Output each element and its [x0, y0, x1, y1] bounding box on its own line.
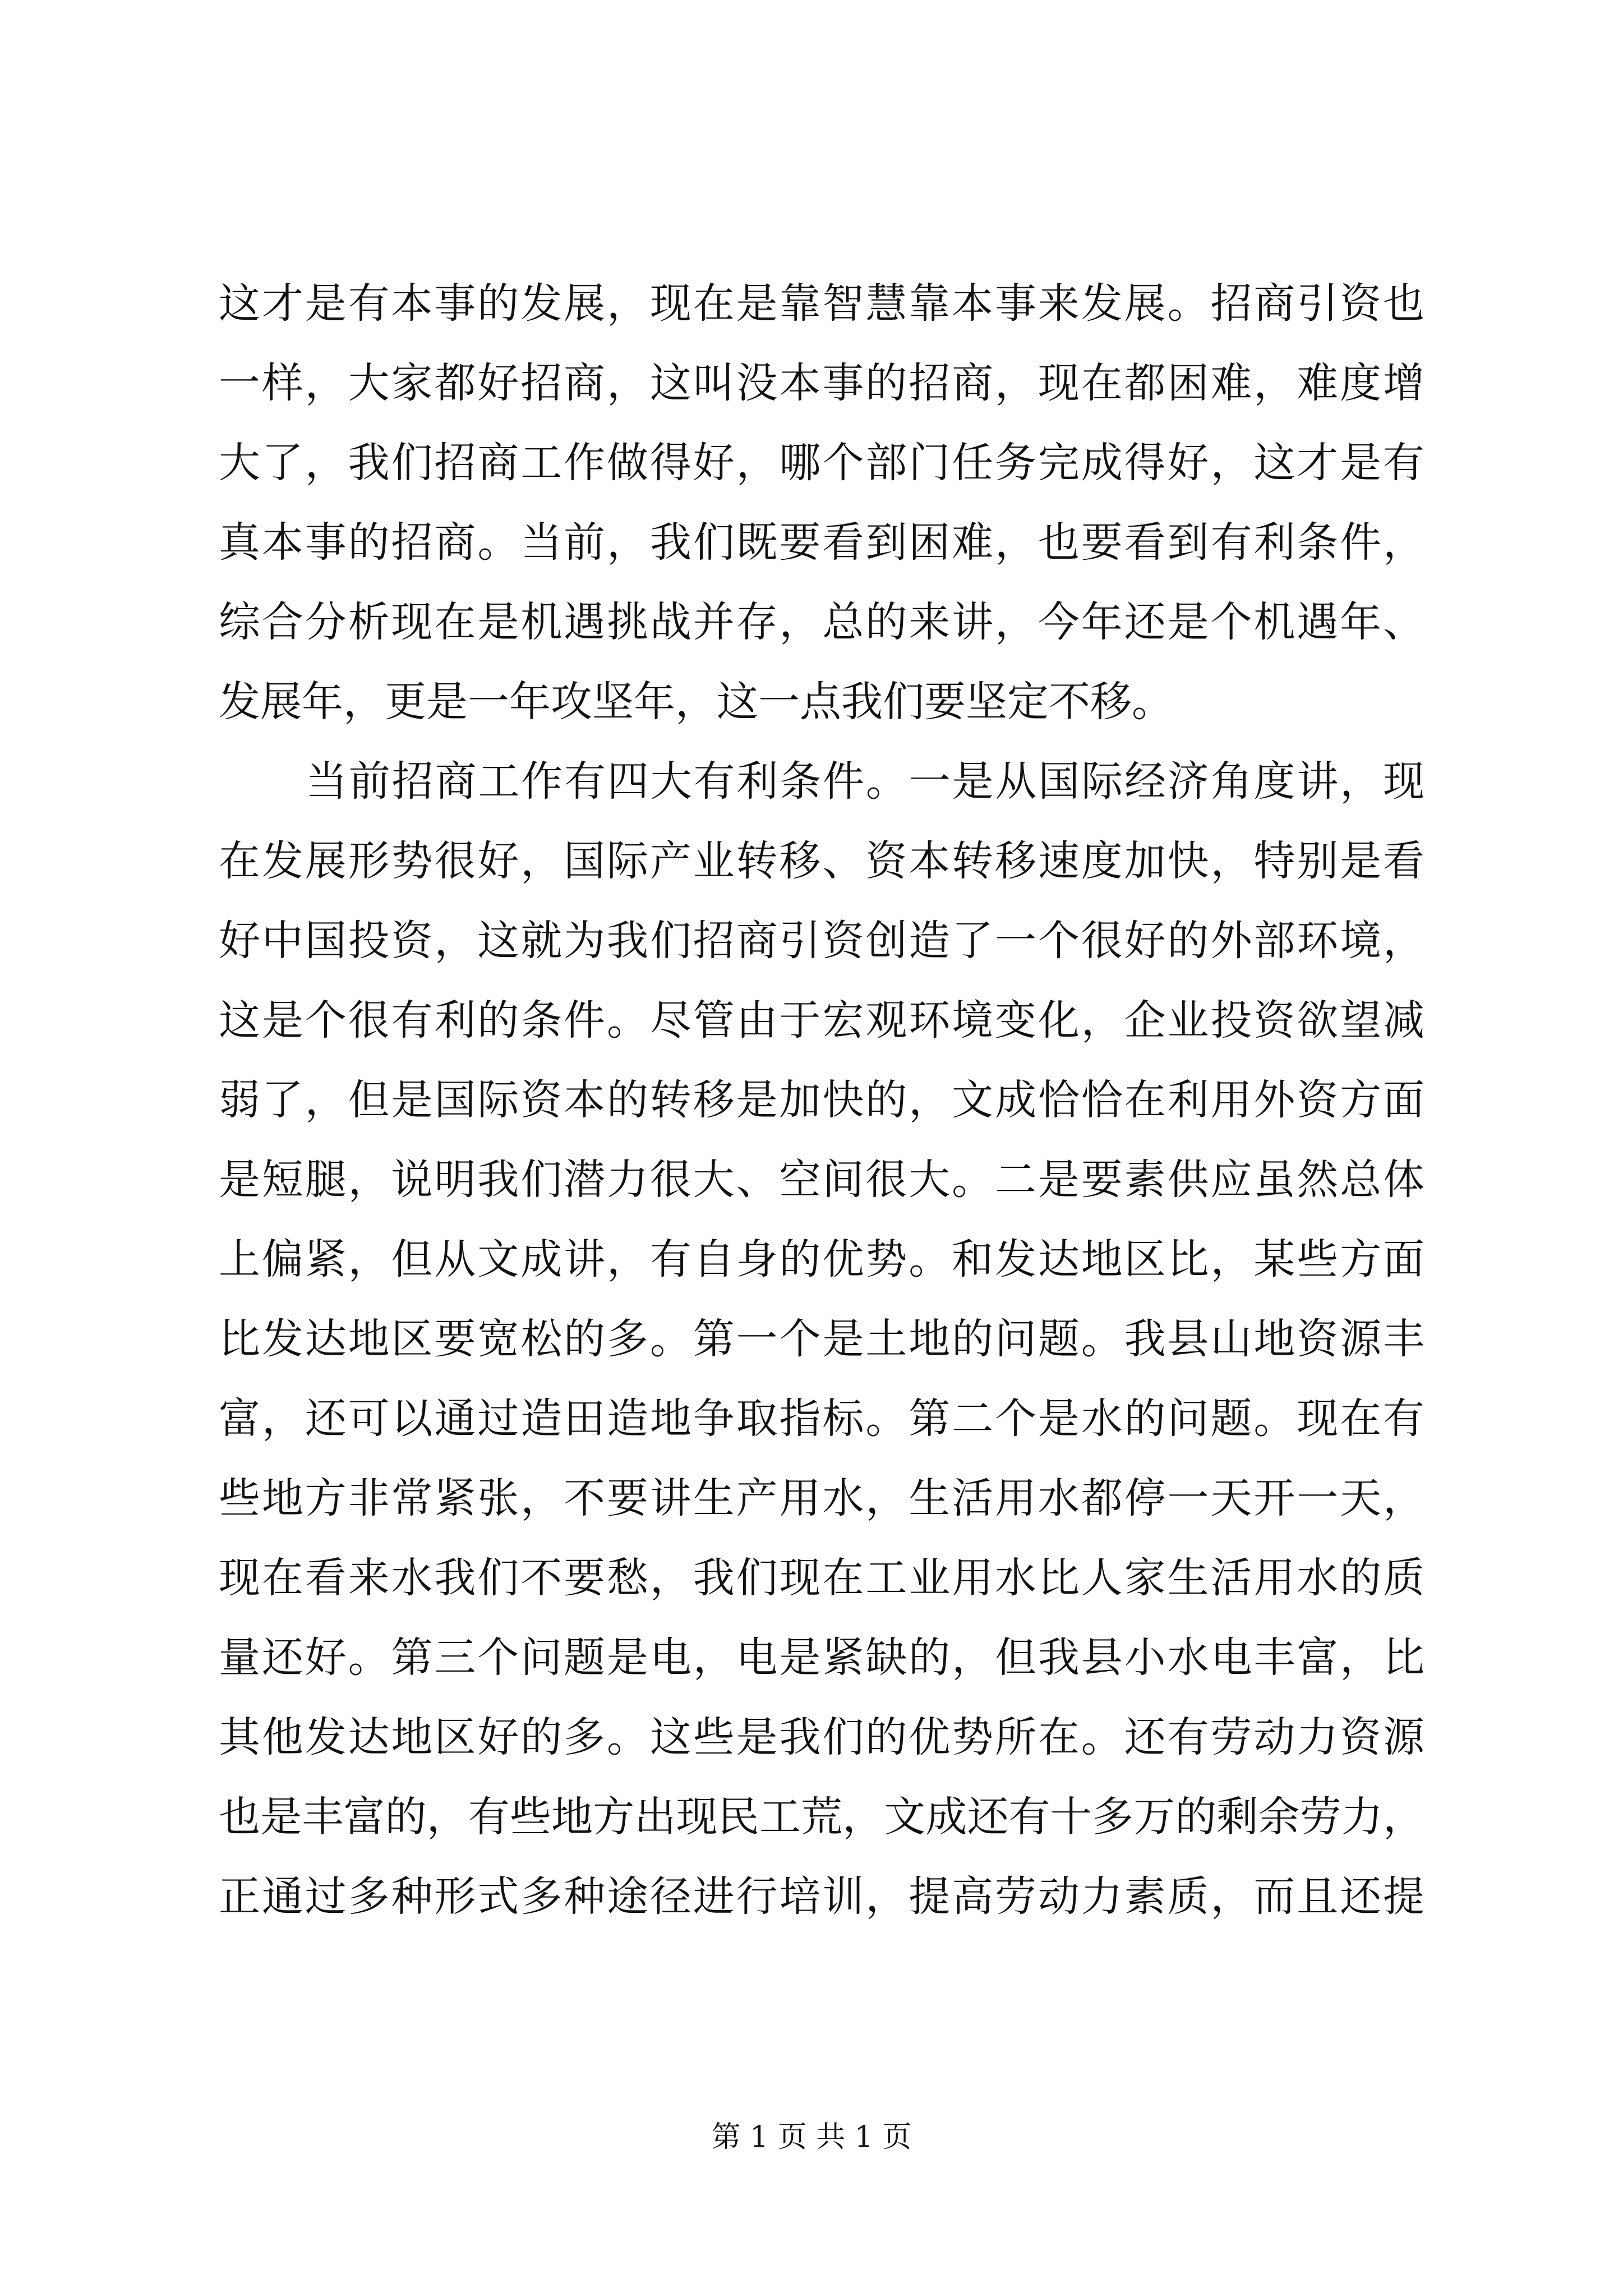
- text-line: 上偏紧，但从文成讲，有自身的优势。和发达地区比，某些方面: [219, 1235, 1424, 1283]
- text-line: 在发展形势很好，国际产业转移、资本转移速度加快，特别是看: [219, 837, 1424, 885]
- text-line: 这是个很有利的条件。尽管由于宏观环境变化，企业投资欲望减: [219, 996, 1424, 1045]
- body-text: [219, 264, 1424, 1936]
- text-line: 些地方非常紧张，不要讲生产用水，生活用水都停一天开一天，: [219, 1474, 1424, 1522]
- text-line: 是短腿，说明我们潜力很大、空间很大。二是要素供应虽然总体: [219, 1156, 1424, 1204]
- page-number-footer: 第 1 页 共 1 页: [711, 2120, 912, 2154]
- text-line: 发展年，更是一年攻坚年，这一点我们要坚定不移。: [219, 678, 1173, 726]
- text-line: 也是丰富的，有些地方出现民工荒，文成还有十多万的剩余劳力，: [219, 1793, 1424, 1841]
- text-line: 好中国投资，这就为我们招商引资创造了一个很好的外部环境，: [219, 917, 1424, 965]
- text-line: 现在看来水我们不要愁，我们现在工业用水比人家生活用水的质: [219, 1554, 1424, 1602]
- text-line: 当前招商工作有四大有利条件。一是从国际经济角度讲，现: [306, 757, 1424, 806]
- text-line: 一样，大家都好招商，这叫没本事的招商，现在都困难，难度增: [219, 359, 1424, 407]
- text-line: 正通过多种形式多种途径进行培训，提高劳动力素质，而且还提: [219, 1872, 1424, 1921]
- text-line: 量还好。第三个问题是电，电是紧缺的，但我县小水电丰富，比: [219, 1634, 1424, 1682]
- text-line: 富，还可以通过造田造地争取指标。第二个是水的问题。现在有: [219, 1395, 1424, 1443]
- text-line: 其他发达地区好的多。这些是我们的优势所在。还有劳动力资源: [219, 1713, 1424, 1761]
- text-line: 大了，我们招商工作做得好，哪个部门任务完成得好，这才是有: [219, 439, 1424, 487]
- text-line: 综合分析现在是机遇挑战并存，总的来讲，今年还是个机遇年、: [219, 598, 1424, 646]
- text-line: 弱了，但是国际资本的转移是加快的，文成恰恰在利用外资方面: [219, 1076, 1424, 1124]
- text-line: 真本事的招商。当前，我们既要看到困难，也要看到有利条件，: [219, 518, 1424, 567]
- text-line: 比发达地区要宽松的多。第一个是土地的问题。我县山地资源丰: [219, 1315, 1424, 1363]
- text-line: 这才是有本事的发展，现在是靠智慧靠本事来发展。招商引资也: [219, 279, 1424, 328]
